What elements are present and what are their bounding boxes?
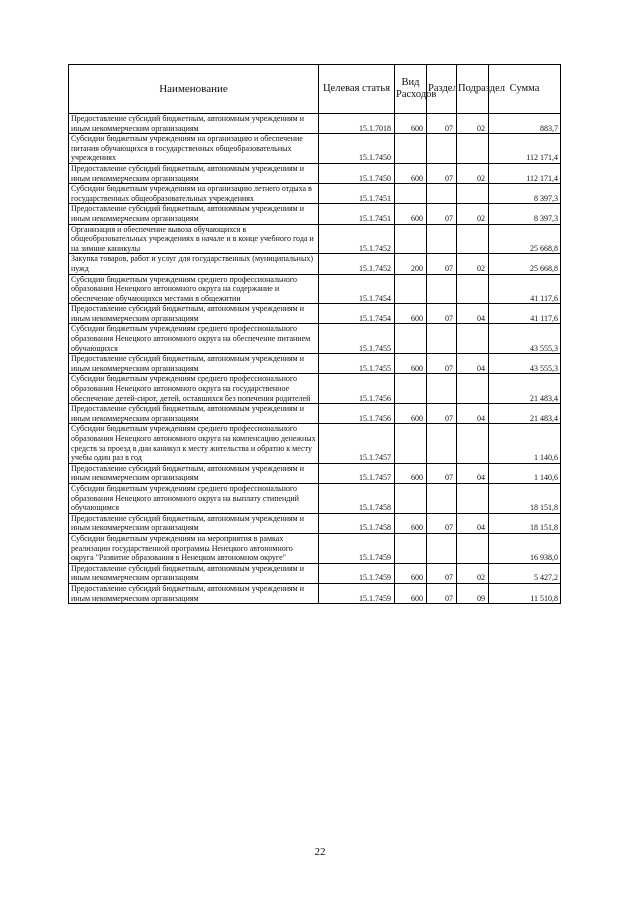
cell-section: 07 [427,563,457,583]
cell-name: Предоставление субсидий бюджетным, автономным учреждениям и иным некоммерческим организациям [69,204,319,224]
cell-target-article: 15.1.7455 [319,354,395,374]
cell-target-article: 15.1.7451 [319,184,395,204]
cell-sum: 41 117,6 [489,304,561,324]
cell-target-article: 15.1.7455 [319,324,395,354]
cell-section [427,224,457,254]
cell-target-article: 15.1.7457 [319,424,395,463]
cell-name: Предоставление субсидий бюджетным, автономным учреждениям и иным некоммерческим организациям [69,163,319,183]
cell-subsection [457,374,489,404]
header-section: Раздел [427,65,457,114]
cell-subsection: 09 [457,583,489,603]
cell-name: Предоставление субсидий бюджетным, автономным учреждениям и иным некоммерческим организациям [69,463,319,483]
cell-subsection: 02 [457,563,489,583]
cell-target-article: 15.1.7018 [319,114,395,134]
cell-expense-type: 600 [395,304,427,324]
cell-subsection: 02 [457,163,489,183]
cell-expense-type [395,134,427,164]
cell-subsection: 04 [457,304,489,324]
cell-expense-type [395,184,427,204]
header-name: Наименование [69,65,319,114]
table-row [69,304,561,324]
table-row [69,404,561,424]
cell-subsection: 04 [457,354,489,374]
cell-section: 07 [427,513,457,533]
cell-subsection [457,533,489,563]
cell-section [427,374,457,404]
header-target-article: Целевая статья [319,65,395,114]
cell-name: Субсидии бюджетным учреждениям на организацию летнего отдыха в государственных общеобразовательных учреждениях [69,184,319,204]
cell-subsection [457,324,489,354]
cell-section [427,324,457,354]
cell-name: Предоставление субсидий бюджетным, автономным учреждениям и иным некоммерческим организациям [69,304,319,324]
header-row [69,65,561,114]
table-row [69,163,561,183]
table-row [69,204,561,224]
cell-name: Субсидии бюджетным учреждениям на мероприятия в рамках реализации государственной программы Ненецкого автономного округа "Развитие образования в Ненецком автономном округе" [69,533,319,563]
cell-expense-type [395,274,427,304]
cell-expense-type [395,374,427,404]
budget-table [68,64,561,604]
cell-name: Субсидии бюджетным учреждениям среднего профессионального образования Ненецкого автономного округа на обеспечение питанием обучающихся [69,324,319,354]
cell-section [427,134,457,164]
table-row [69,114,561,134]
cell-name: Предоставление субсидий бюджетным, автономным учреждениям и иным некоммерческим организациям [69,114,319,134]
cell-target-article: 15.1.7451 [319,204,395,224]
cell-sum: 16 938,0 [489,533,561,563]
table-row [69,463,561,483]
table-row [69,324,561,354]
cell-section: 07 [427,304,457,324]
table-body [69,114,561,604]
cell-name: Субсидии бюджетным учреждениям среднего профессионального образования Ненецкого автономного округа на содержание и обеспечение обучающихся местами в общежитии [69,274,319,304]
cell-name: Закупка товаров, работ и услуг для государственных (муниципальных) нужд [69,254,319,274]
cell-target-article: 15.1.7454 [319,304,395,324]
cell-target-article: 15.1.7459 [319,583,395,603]
cell-name: Предоставление субсидий бюджетным, автономным учреждениям и иным некоммерческим организациям [69,563,319,583]
cell-subsection: 04 [457,463,489,483]
cell-sum: 5 427,2 [489,563,561,583]
header-sum: Сумма [489,65,561,114]
cell-expense-type [395,533,427,563]
cell-expense-type [395,483,427,513]
cell-name: Субсидии бюджетным учреждениям среднего профессионального образования Ненецкого автономного округа на компенсацию денежных средств за проезд в дни каникул к месту жительства и обратно к месту учебы один раз в год [69,424,319,463]
cell-subsection: 02 [457,204,489,224]
cell-name: Субсидии бюджетным учреждениям на организацию и обеспечение питания обучающихся в государственных общеобразовательных учреждениях [69,134,319,164]
cell-subsection [457,134,489,164]
cell-subsection: 04 [457,404,489,424]
cell-subsection [457,483,489,513]
cell-name: Предоставление субсидий бюджетным, автономным учреждениям и иным некоммерческим организациям [69,404,319,424]
cell-section [427,184,457,204]
cell-sum: 112 171,4 [489,163,561,183]
table-row [69,513,561,533]
cell-sum: 883,7 [489,114,561,134]
cell-sum: 21 483,4 [489,374,561,404]
cell-target-article: 15.1.7459 [319,533,395,563]
cell-section: 07 [427,354,457,374]
cell-expense-type: 600 [395,204,427,224]
cell-section [427,533,457,563]
cell-expense-type: 600 [395,163,427,183]
cell-sum: 18 151,8 [489,483,561,513]
cell-sum: 8 397,3 [489,204,561,224]
table-row [69,533,561,563]
cell-sum: 41 117,6 [489,274,561,304]
cell-section: 07 [427,404,457,424]
cell-sum: 18 151,8 [489,513,561,533]
cell-subsection [457,424,489,463]
header-subsection: Подраздел [457,65,489,114]
cell-expense-type [395,224,427,254]
table-row [69,254,561,274]
cell-expense-type: 600 [395,583,427,603]
cell-name: Предоставление субсидий бюджетным, автономным учреждениям и иным некоммерческим организациям [69,354,319,374]
table-row [69,563,561,583]
cell-sum: 8 397,3 [489,184,561,204]
cell-expense-type: 600 [395,114,427,134]
cell-expense-type: 600 [395,513,427,533]
cell-subsection: 04 [457,513,489,533]
cell-sum: 25 668,8 [489,254,561,274]
cell-target-article: 15.1.7452 [319,224,395,254]
table-row [69,583,561,603]
cell-section: 07 [427,114,457,134]
cell-sum: 1 140,6 [489,463,561,483]
cell-expense-type: 200 [395,254,427,274]
cell-section [427,274,457,304]
cell-target-article: 15.1.7450 [319,163,395,183]
cell-subsection: 02 [457,254,489,274]
table-row [69,184,561,204]
cell-section: 07 [427,163,457,183]
cell-target-article: 15.1.7459 [319,563,395,583]
cell-target-article: 15.1.7458 [319,513,395,533]
table-row [69,354,561,374]
cell-target-article: 15.1.7454 [319,274,395,304]
cell-section: 07 [427,463,457,483]
page-number: 22 [314,846,326,858]
cell-section: 07 [427,204,457,224]
table-row [69,134,561,164]
cell-expense-type [395,324,427,354]
cell-target-article: 15.1.7450 [319,134,395,164]
cell-expense-type [395,424,427,463]
cell-target-article: 15.1.7457 [319,463,395,483]
cell-name: Субсидии бюджетным учреждениям среднего профессионального образования Ненецкого автономного округа на государственное обеспечение детей-сирот, детей, оставшихся без попечения родителей [69,374,319,404]
cell-target-article: 15.1.7458 [319,483,395,513]
cell-sum: 43 555,3 [489,354,561,374]
cell-target-article: 15.1.7452 [319,254,395,274]
cell-expense-type: 600 [395,354,427,374]
cell-name: Организация и обеспечение вывоза обучающихся в общеобразовательных учреждениях в начале и в конце учебного года и на зимние каникулы [69,224,319,254]
cell-target-article: 15.1.7456 [319,404,395,424]
cell-name: Предоставление субсидий бюджетным, автономным учреждениям и иным некоммерческим организациям [69,583,319,603]
cell-name: Субсидии бюджетным учреждениям среднего профессионального образования Ненецкого автономного округа на выплату стипендий обучающимся [69,483,319,513]
table-row [69,274,561,304]
cell-target-article: 15.1.7456 [319,374,395,404]
cell-expense-type: 600 [395,463,427,483]
cell-sum: 43 555,3 [489,324,561,354]
header-expense-type: Вид Расходов [395,65,427,114]
cell-expense-type: 600 [395,404,427,424]
table-row [69,224,561,254]
cell-section: 07 [427,583,457,603]
cell-sum: 21 483,4 [489,404,561,424]
cell-section: 07 [427,254,457,274]
cell-sum: 11 510,8 [489,583,561,603]
cell-section [427,424,457,463]
cell-sum: 1 140,6 [489,424,561,463]
table-row [69,483,561,513]
cell-subsection [457,224,489,254]
cell-subsection [457,274,489,304]
cell-subsection: 02 [457,114,489,134]
cell-sum: 25 668,8 [489,224,561,254]
cell-expense-type: 600 [395,563,427,583]
cell-sum: 112 171,4 [489,134,561,164]
cell-section [427,483,457,513]
cell-subsection [457,184,489,204]
table-row [69,424,561,463]
cell-name: Предоставление субсидий бюджетным, автономным учреждениям и иным некоммерческим организациям [69,513,319,533]
table-row [69,374,561,404]
